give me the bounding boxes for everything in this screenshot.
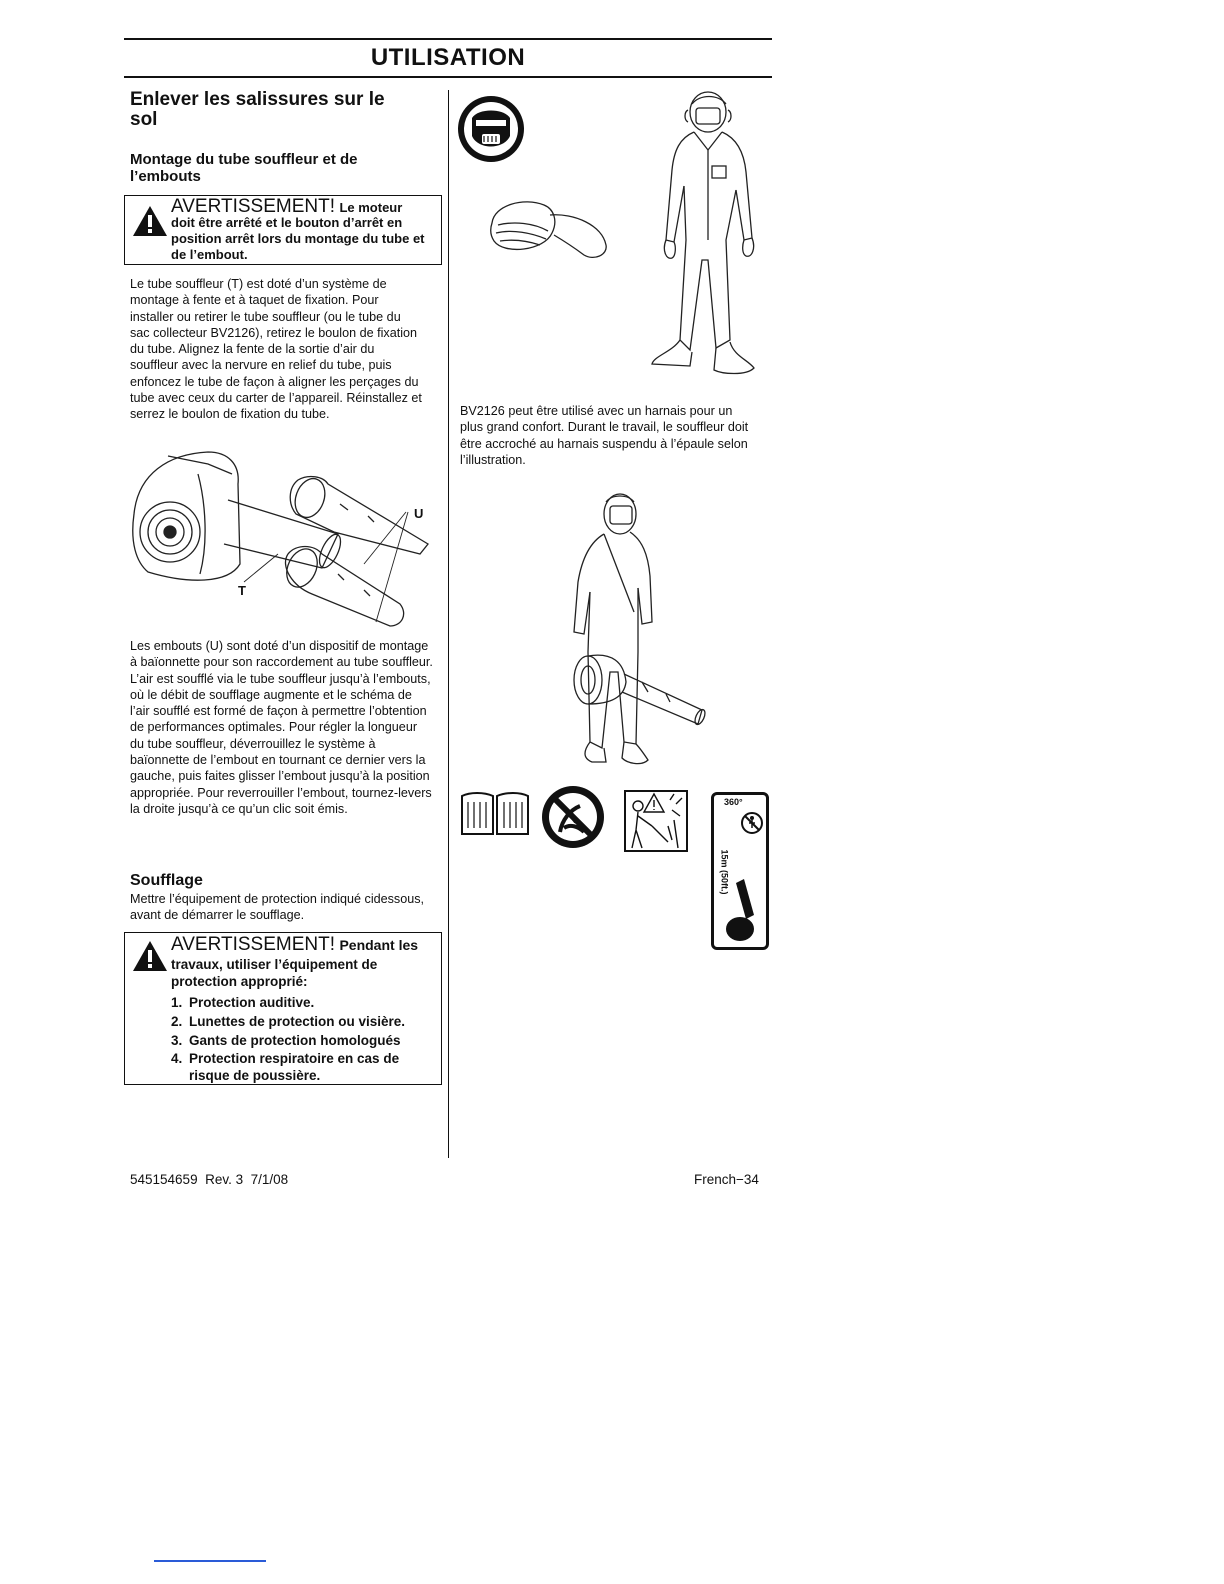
warning-box-protection	[124, 932, 442, 1085]
warning-triangle-icon	[132, 205, 168, 237]
link-underline	[154, 1560, 266, 1562]
list-item: 3. Gants de protection homologués	[171, 1033, 401, 1048]
list-item: 4. Protection respiratoire en cas de risque de poussière.	[171, 1051, 400, 1083]
blower-operator-icon	[720, 875, 760, 945]
protection-list	[171, 993, 439, 1084]
warning-triangle-icon	[132, 940, 168, 972]
read-manual-icon	[460, 790, 530, 838]
distance-15m-label: 15m (50ft.)	[719, 849, 730, 895]
soufflage-text: Mettre l’équipement de protection indiqué cidessous, avant de démarrer le soufflage.	[130, 892, 425, 923]
dust-mask-icon	[484, 195, 614, 265]
warning2-text: travaux, utiliser l’équipement de protection approprié:	[171, 957, 378, 989]
angle-360-label: 360°	[724, 797, 743, 807]
paragraph-nozzles: Les embouts (U) sont doté d’un dispositif de montage à baïonnette pour son raccordement au tube souffleur. L’air est soufflé via le tube souffleur jusqu’à l’embouts, où le débit de soufflage augmente et le schéma de l’air soufflé est formé de façon à permettre l’obtention de performances optimales. Pour régler la longueur du tube souffleur, déverrouillez le système à baïonnette de l’embout en tournant ce dernier vers la gauche, puis faites glisser l’embout jusqu’à la position appropriée. Pour reverrouiller l’embout, tournez-levers la droite jusqu’à ce qu’un clic soit émis.	[130, 639, 433, 816]
soufflage-title: Soufflage	[130, 872, 203, 889]
figure-label-u: U	[414, 506, 424, 521]
paragraph-tube-mounting: Le tube souffleur (T) est doté d’un système de montage à fente et à taquet de fixation. Pour installer ou retirer le tube souffleur (ou le tube du sac collecteur BV2126), retirez le boulon de fixation du tube. Alignez la fente de la sortie d’air du souffleur avec la nervure en relief du tube, puis enfoncez le tube de façon à aligner les perçages du tube avec ceux du carter de l’appareil. Réinstallez et serrez le boulon de fixation du tube.	[130, 277, 422, 422]
blower-tube-figure	[128, 444, 438, 639]
warning1-title: AVERTISSEMENT!	[171, 196, 335, 217]
header-bottom-rule	[124, 76, 772, 78]
person-with-blower-illustration	[562, 492, 712, 772]
column-divider	[448, 90, 449, 1158]
blower-tube-illustration	[128, 444, 438, 639]
header-top-rule	[124, 38, 772, 40]
section-title: Enlever les salissures sur le sol	[130, 89, 385, 130]
subsection-title: Montage du tube souffleur et de l’embouts	[130, 151, 358, 185]
harness-paragraph: BV2126 peut être utilisé avec un harnais pour un plus grand confort. Durant le travail, le souffleur doit être accroché au harnais suspendu à l’épaule selon l’illustration.	[460, 404, 749, 467]
page-number: French−34	[694, 1172, 759, 1187]
no-entry-person-icon	[740, 811, 764, 835]
warning1-lead: Le moteur	[339, 200, 403, 215]
no-bystanders-prohibition-icon	[540, 784, 606, 850]
warning2-title: AVERTISSEMENT!	[171, 934, 335, 955]
warning2-lead: Pendant les	[339, 937, 419, 953]
protective-suit-person-illustration	[650, 90, 760, 390]
safety-distance-label	[711, 792, 769, 950]
warning1-text: doit être arrêté et le bouton d’arrêt en position arrêt lors du montage du tube et de l’embout.	[171, 215, 425, 262]
list-item: 1. Protection auditive.	[171, 995, 315, 1010]
warning-box-assembly	[124, 195, 442, 265]
projectile-hazard-icon	[624, 790, 688, 852]
figure-label-t: T	[238, 583, 246, 598]
document-number: 545154659 Rev. 3 7/1/08	[130, 1172, 289, 1187]
page-title: UTILISATION	[370, 44, 526, 71]
list-item: 2. Lunettes de protection ou visière.	[171, 1014, 406, 1029]
respirator-symbol-icon	[456, 94, 526, 164]
